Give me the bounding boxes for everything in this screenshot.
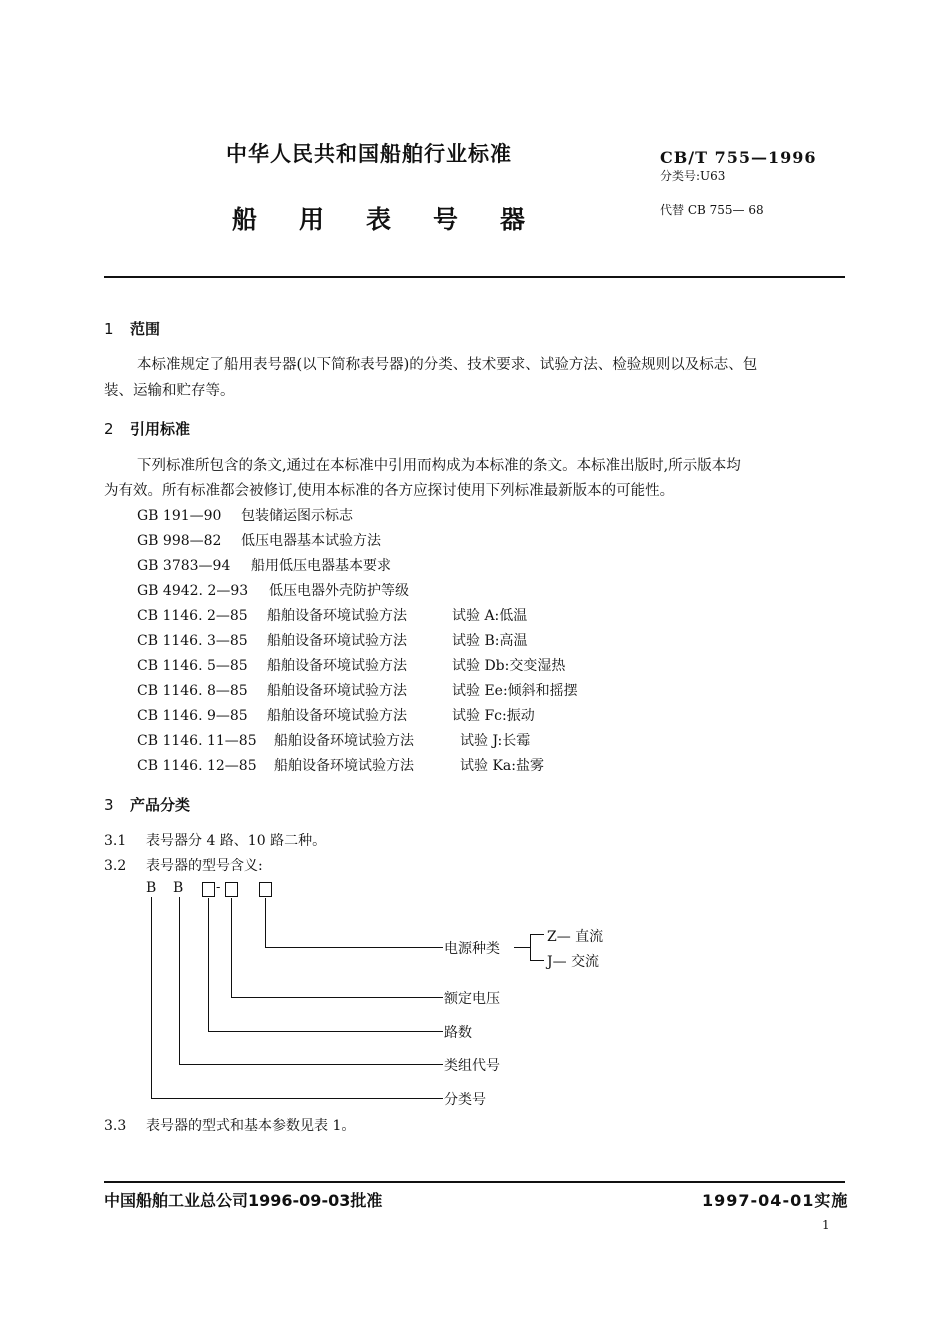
clause-3-2 <box>104 855 263 875</box>
reference-code: GB 4942. 2—93 <box>137 583 249 599</box>
clause-number: 3.2 <box>104 858 127 874</box>
reference-test: 试验 Ka:盐雾 <box>460 758 544 774</box>
section-1-paragraph-line1: 本标准规定了船用表号器(以下简称表号器)的分类、技术要求、试验方法、检验规则以及标志、包 <box>137 357 758 373</box>
section-2-paragraph-line2: 为有效。所有标准都会被修订,使用本标准的各方应探讨使用下列标准最新版本的可能性。 <box>104 483 675 499</box>
reference-code: CB 1146. 11—85 <box>137 733 257 749</box>
reference-title: 低压电器外壳防护等级 <box>269 583 409 599</box>
leader-line-voltage <box>231 898 232 997</box>
reference-item <box>137 580 409 600</box>
approval-statement: 中国船舶工业总公司1996-09-03批准 <box>104 1191 383 1210</box>
reference-title: 船舶设备环境试验方法 <box>274 758 414 774</box>
header-rule <box>104 276 845 278</box>
reference-code: CB 1146. 8—85 <box>137 683 248 699</box>
reference-test: 试验 Fc:振动 <box>452 708 535 724</box>
clause-number: 3.1 <box>104 833 127 849</box>
replaces-standard: 代替 CB 755— 68 <box>660 203 764 217</box>
reference-code: CB 1146. 9—85 <box>137 708 248 724</box>
leader-line-voltage-h <box>231 997 443 998</box>
reference-item <box>137 755 544 775</box>
reference-item <box>137 680 578 700</box>
model-letter-b2: B <box>173 880 184 896</box>
reference-item <box>137 605 527 625</box>
reference-test: 试验 J:长霉 <box>460 733 531 749</box>
reference-code: GB 3783—94 <box>137 558 231 574</box>
label-class-code: 分类号 <box>444 1092 486 1108</box>
leader-line-channels <box>208 898 209 1031</box>
section-number: 2 <box>104 420 114 438</box>
leader-line-power-h <box>265 947 443 948</box>
section-number: 1 <box>104 320 114 338</box>
reference-title: 船用低压电器基本要求 <box>251 558 391 574</box>
label-group-code: 类组代号 <box>444 1058 500 1074</box>
label-rated-voltage: 额定电压 <box>444 991 500 1007</box>
leader-line-group <box>179 897 180 1064</box>
effective-date-statement: 1997-04-01实施 <box>702 1191 849 1210</box>
footer-rule <box>104 1181 845 1183</box>
label-dc: Z— 直流 <box>547 929 604 945</box>
document-title: 船用表号器 <box>232 205 568 234</box>
reference-title: 船舶设备环境试验方法 <box>267 658 407 674</box>
reference-title: 包装储运图示标志 <box>241 508 353 524</box>
reference-title: 船舶设备环境试验方法 <box>267 608 407 624</box>
reference-title: 船舶设备环境试验方法 <box>274 733 414 749</box>
reference-test: 试验 B:高温 <box>452 633 528 649</box>
reference-title: 低压电器基本试验方法 <box>241 533 381 549</box>
page-number: 1 <box>822 1218 830 1232</box>
section-title: 产品分类 <box>130 796 191 814</box>
section-title: 引用标准 <box>130 420 191 438</box>
section-2-heading <box>104 418 190 439</box>
reference-test: 试验 A:低温 <box>452 608 528 624</box>
rated-voltage-box <box>225 882 238 897</box>
branch-bracket <box>530 934 531 961</box>
clause-text: 表号器的型号含义: <box>146 858 263 874</box>
section-3-heading <box>104 794 190 815</box>
box-separator-dash: - <box>216 880 221 895</box>
classification-number: 分类号:U63 <box>660 169 726 183</box>
reference-test: 试验 Db:交变湿热 <box>452 658 566 674</box>
reference-item <box>137 655 565 675</box>
section-1-paragraph-line2: 装、运输和贮存等。 <box>104 383 235 399</box>
standard-number: CB/T 755—1996 <box>660 148 817 167</box>
reference-item <box>137 555 391 575</box>
clause-text: 表号器分 4 路、10 路二种。 <box>146 833 327 849</box>
reference-item <box>137 705 535 725</box>
clause-number: 3.3 <box>104 1118 127 1134</box>
label-power-type: 电源种类 <box>444 941 500 957</box>
reference-title: 船舶设备环境试验方法 <box>267 633 407 649</box>
reference-code: CB 1146. 5—85 <box>137 658 248 674</box>
reference-code: GB 998—82 <box>137 533 222 549</box>
leader-line-power <box>265 898 266 947</box>
reference-title: 船舶设备环境试验方法 <box>267 683 407 699</box>
reference-code: CB 1146. 12—85 <box>137 758 257 774</box>
branch-ac <box>530 960 544 961</box>
reference-item <box>137 630 527 650</box>
leader-line-channels-h <box>208 1031 443 1032</box>
issuing-organization-title: 中华人民共和国船舶行业标准 <box>226 142 512 166</box>
branch-dc <box>530 934 544 935</box>
leader-line-class-h <box>151 1098 443 1099</box>
label-ac: J— 交流 <box>547 954 600 970</box>
clause-3-1 <box>104 830 326 850</box>
reference-item <box>137 530 381 550</box>
clause-3-3 <box>104 1115 355 1135</box>
leader-line-class <box>151 897 152 1098</box>
reference-code: CB 1146. 2—85 <box>137 608 248 624</box>
reference-item <box>137 505 353 525</box>
clause-text: 表号器的型式和基本参数见表 1。 <box>146 1118 356 1134</box>
reference-test: 试验 Ee:倾斜和摇摆 <box>452 683 578 699</box>
reference-title: 船舶设备环境试验方法 <box>267 708 407 724</box>
leader-line-group-h <box>179 1064 443 1065</box>
branch-stub <box>514 947 530 948</box>
section-number: 3 <box>104 796 114 814</box>
label-channels: 路数 <box>444 1025 472 1041</box>
channels-box <box>202 882 215 897</box>
reference-code: CB 1146. 3—85 <box>137 633 248 649</box>
section-title: 范围 <box>130 320 161 338</box>
section-2-paragraph-line1: 下列标准所包含的条文,通过在本标准中引用而构成为本标准的条文。本标准出版时,所示版本均 <box>137 458 741 474</box>
section-1-heading <box>104 318 160 339</box>
reference-code: GB 191—90 <box>137 508 222 524</box>
reference-item <box>137 730 530 750</box>
power-type-box <box>259 882 272 897</box>
model-letter-b1: B <box>146 880 157 896</box>
